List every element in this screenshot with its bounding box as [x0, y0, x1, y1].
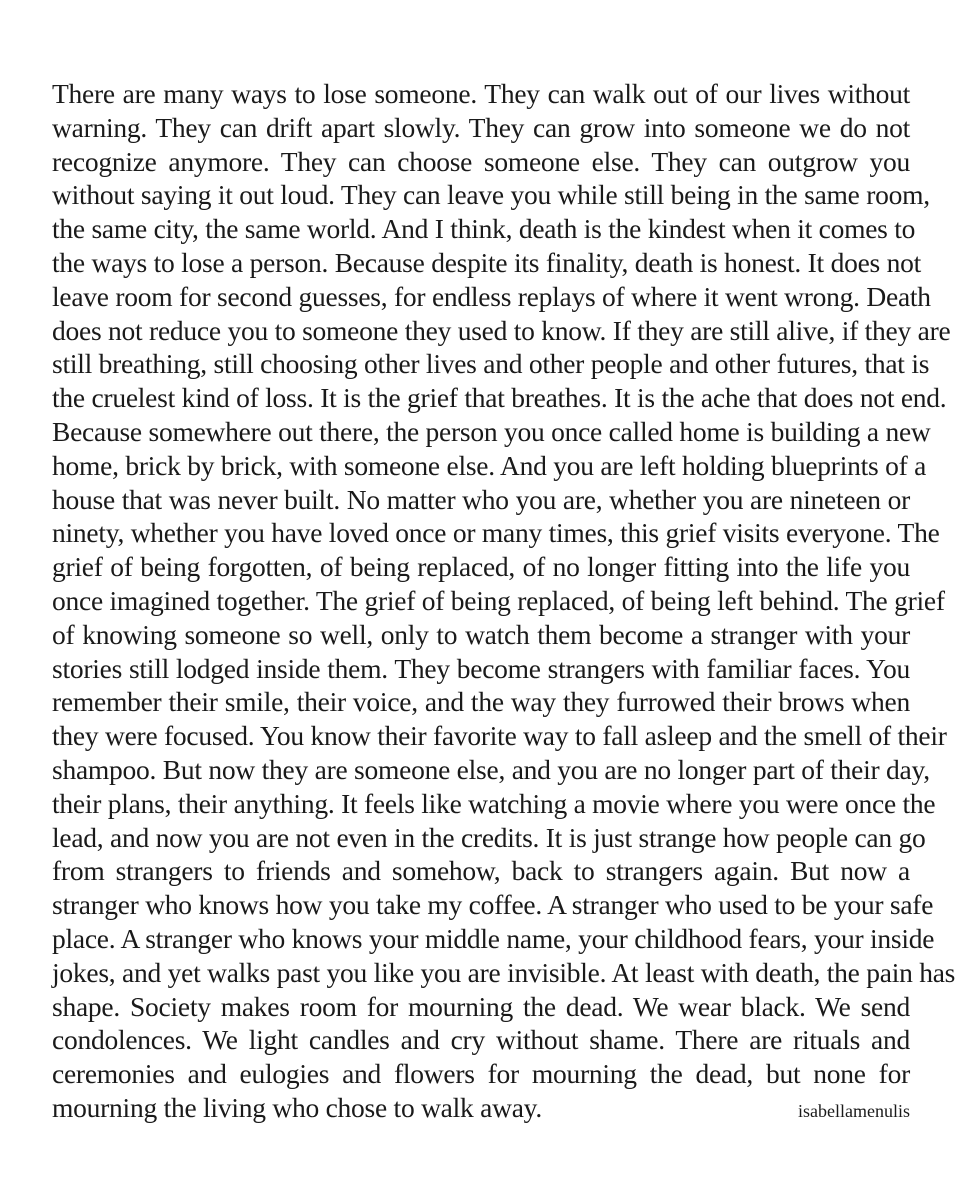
text-line-25: stranger who knows how you take my coffee. A stranger who used to be your safe: [52, 889, 934, 921]
text-line-30: ceremonies and eulogies and flowers for mourning the dead, but none for: [52, 1058, 910, 1090]
final-line-text: mourning the living who chose to walk away.: [52, 1091, 543, 1123]
quote-text-block: [52, 77, 956, 1125]
text-line-21: shampoo. But now they are someone else, and you are no longer part of their day,: [52, 753, 930, 785]
text-line-29: condolences. We light candles and cry without shame. There are rituals and: [52, 1024, 910, 1056]
text-line-22: their plans, their anything. It feels like watching a movie where you were once the: [52, 787, 936, 819]
author-signature: isabellamenulis: [798, 1100, 910, 1121]
text-line-23: lead, and now you are not even in the credits. It is just strange how people can go: [52, 821, 926, 853]
text-line-27: jokes, and yet walks past you like you are invisible. At least with death, the pain has: [52, 956, 956, 988]
text-line-12: home, brick by brick, with someone else. And you are left holding blueprints of a: [52, 449, 927, 481]
text-line-16: once imagined together. The grief of being replaced, of being left behind. The grief: [52, 584, 945, 616]
text-line-10: the cruelest kind of loss. It is the grief that breathes. It is the ache that does not end.: [52, 382, 947, 414]
text-line-7: leave room for second guesses, for endless replays of where it went wrong. Death: [52, 280, 931, 312]
text-line-13: house that was never built. No matter who you are, whether you are nineteen or: [52, 483, 910, 515]
text-line-9: still breathing, still choosing other lives and other people and other futures, that is: [52, 348, 930, 380]
text-line-5: the same city, the same world. And I think, death is the kindest when it comes to: [52, 213, 916, 245]
text-line-2: warning. They can drift apart slowly. They can grow into someone we do not: [52, 111, 910, 143]
text-line-17: of knowing someone so well, only to watch them become a stranger with your: [52, 618, 910, 650]
text-line-19: remember their smile, their voice, and the way they furrowed their brows when: [52, 686, 910, 718]
text-line-8: does not reduce you to someone they used to know. If they are still alive, if they are: [52, 314, 951, 346]
text-line-28: shape. Society makes room for mourning the dead. We wear black. We send: [52, 990, 910, 1022]
text-line-24: from strangers to friends and somehow, back to strangers again. But now a: [52, 855, 910, 887]
text-line-4: without saying it out loud. They can leave you while still being in the same room,: [52, 179, 930, 211]
text-line-15: grief of being forgotten, of being replaced, of no longer fitting into the life you: [52, 551, 910, 583]
text-line-3: recognize anymore. They can choose someone else. They can outgrow you: [52, 145, 910, 177]
text-line-18: stories still lodged inside them. They become strangers with familiar faces. You: [52, 652, 910, 684]
text-line-26: place. A stranger who knows your middle name, your childhood fears, your inside: [52, 922, 935, 954]
text-line-11: Because somewhere out there, the person you once called home is building a new: [52, 415, 931, 447]
text-line-1: There are many ways to lose someone. They can walk out of our lives without: [52, 78, 910, 109]
text-line-20: they were focused. You know their favorite way to fall asleep and the smell of their: [52, 720, 947, 752]
text-line-31: [52, 1091, 910, 1125]
text-line-6: the ways to lose a person. Because despite its finality, death is honest. It does not: [52, 246, 921, 278]
text-line-14: ninety, whether you have loved once or many times, this grief visits everyone. The: [52, 517, 940, 549]
